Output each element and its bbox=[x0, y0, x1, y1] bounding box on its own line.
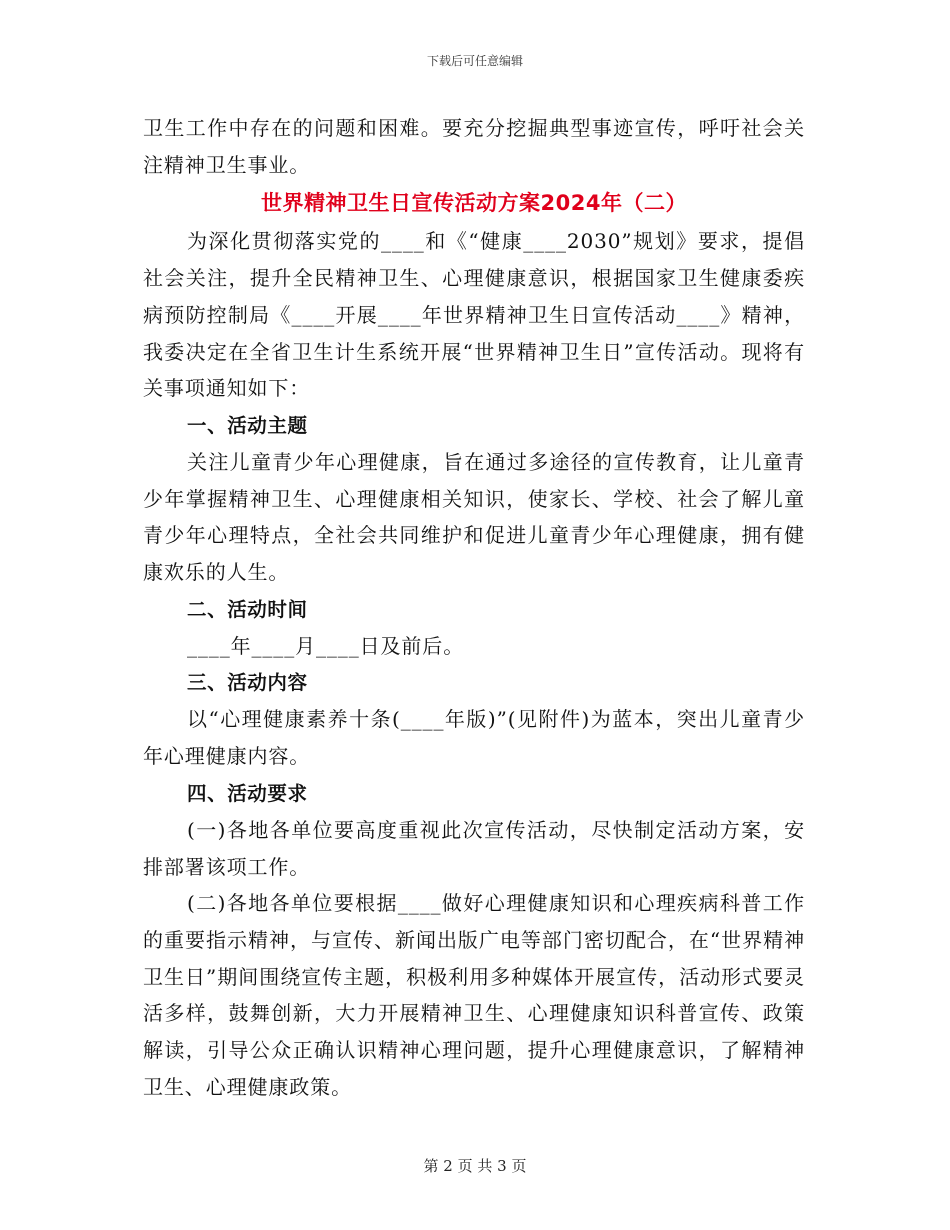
section-heading-theme: 一、活动主题 bbox=[187, 413, 308, 437]
section-heading-content: 三、活动内容 bbox=[187, 671, 308, 695]
paragraph-requirement-2: (二)各地各单位要根据____做好心理健康知识和心理疾病科普工作的重要指示精神，与宣传、新闻出版广电等部门密切配合，在“世界精神卫生日”期间围绕宣传主题，积极利用多种媒体开展宣传，活动形式要灵活多样，鼓舞创新，大力开展精神卫生、心理健康知识科普宣传、政策解读，引导公众正确认识精神心理问题，提升心理健康意识，了解精神卫生、心理健康政策。 bbox=[143, 891, 805, 1099]
paragraph-theme: 关注儿童青少年心理健康，旨在通过多途径的宣传教育，让儿童青少年掌握精神卫生、心理健康相关知识，使家长、学校、社会了解儿童青少年心理特点，全社会共同维护和促进儿童青少年心理健康，拥有健康欢乐的人生。 bbox=[143, 449, 805, 585]
paragraph-time: ____年____月____日及前后。 bbox=[187, 633, 465, 658]
intro-continuation: 卫生工作中存在的问题和困难。要充分挖掘典型事迹宣传，呼吁社会关注精神卫生事业。 bbox=[143, 116, 805, 177]
document-title: 世界精神卫生日宣传活动方案2024年（二） bbox=[261, 191, 687, 216]
paragraph-content: 以“心理健康素养十条(____年版)”(见附件)为蓝本，突出儿童青少年心理健康内容。 bbox=[143, 707, 805, 769]
section-heading-requirements: 四、活动要求 bbox=[187, 781, 308, 805]
page-header-note: 下载后可任意编辑 bbox=[426, 54, 523, 68]
document-body bbox=[143, 110, 805, 1105]
paragraph-intro: 为深化贯彻落实党的____和《“健康____2030”规划》要求，提倡社会关注，提升全民精神卫生、心理健康意识，根据国家卫生健康委疾病预防控制局《____开展____年世界精神卫生日宣传活动____》精神，我委决定在全省卫生计生系统开展“世界精神卫生日”宣传活动。现将有关事项通知如下： bbox=[143, 229, 805, 401]
section-heading-time: 二、活动时间 bbox=[187, 597, 308, 621]
page-number-footer: 第 2 页 共 3 页 bbox=[423, 1157, 527, 1175]
paragraph-requirement-1: (一)各地各单位要高度重视此次宣传活动，尽快制定活动方案，安排部署该项工作。 bbox=[143, 817, 805, 879]
